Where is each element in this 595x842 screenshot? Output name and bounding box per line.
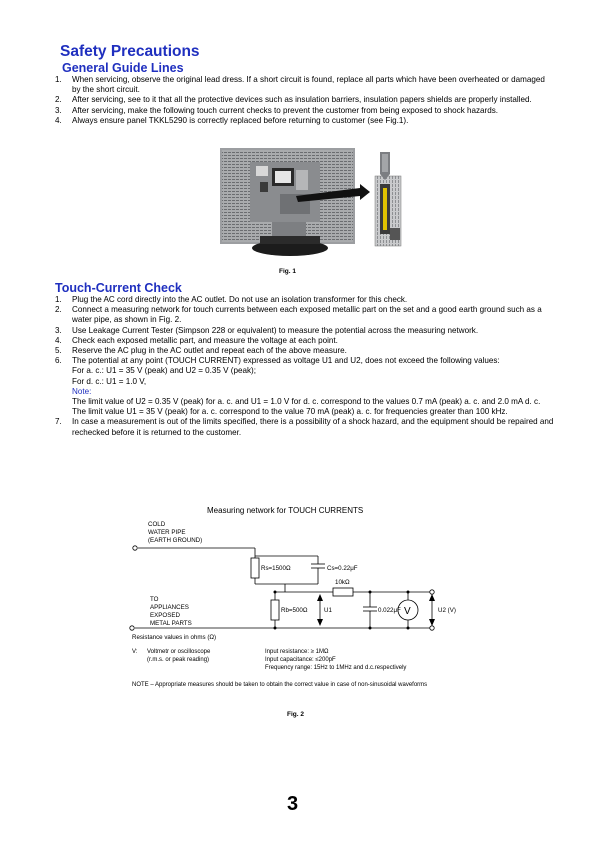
voltmeter-label: V — [404, 606, 411, 617]
touch-current-circuit-diagram — [0, 500, 595, 720]
svg-text:Input resistance: ≥ 1MΩ: Input resistance: ≥ 1MΩ — [265, 649, 329, 655]
rs-label: Rs=1500Ω — [261, 565, 291, 572]
svg-text:(EARTH GROUND): (EARTH GROUND) — [148, 537, 203, 544]
fig1-caption: Fig. 1 — [279, 268, 296, 275]
u2-label: U2 (V) — [438, 607, 456, 614]
general-guidelines-list — [55, 75, 555, 126]
tv-back-photo — [220, 148, 416, 260]
list-item: 1. Plug the AC cord directly into the AC outlet. Do not use an isolation transformer for this check. — [55, 295, 408, 304]
resistance-note: Resistance values in ohms (Ω) — [132, 634, 217, 641]
touch-current-heading: Touch-Current Check — [55, 281, 182, 295]
list-item: 1. When servicing, observe the original lead dress. If a short circuit is found, replace all parts which have been overheated or damaged by the short circuit. — [55, 75, 545, 95]
svg-text:APPLIANCES: APPLIANCES — [150, 604, 189, 611]
fig2-title: Measuring network for TOUCH CURRENTS — [207, 506, 364, 515]
note-label: Note: — [72, 386, 92, 396]
svg-text:WATER PIPE: WATER PIPE — [148, 529, 186, 536]
list-item: 3. After servicing, make the following touch current checks to prevent the customer from being exposed to shock hazards. — [55, 105, 499, 115]
list-item: 2. After servicing, see to it that all the protective devices such as insulation barriers, insulation papers shields are properly installed. — [55, 95, 532, 105]
svg-text:EXPOSED: EXPOSED — [150, 612, 180, 619]
rb-label: Rb=500Ω — [281, 607, 308, 614]
svg-text:TO: TO — [150, 596, 159, 603]
svg-text:(r.m.s. or peak reading): (r.m.s. or peak reading) — [147, 657, 210, 663]
svg-text:Voltmetr or oscilloscope: Voltmetr or oscilloscope — [147, 649, 211, 655]
svg-text:METAL PARTS: METAL PARTS — [150, 620, 192, 627]
c2-label: 0.022μF — [378, 607, 401, 614]
list-item: 3. Use Leakage Current Tester (Simpson 228 or equivalent) to measure the potential across the measuring network. — [55, 325, 479, 335]
svg-text:Input capacitance: ≤200pF: Input capacitance: ≤200pF — [265, 657, 336, 663]
touch-current-list — [55, 295, 555, 438]
svg-text:COLD: COLD — [148, 521, 166, 528]
fig2-caption: Fig. 2 — [287, 711, 304, 718]
svg-text:V:: V: — [132, 649, 138, 655]
page-number: 3 — [287, 793, 299, 815]
list-item: 4. Check each exposed metallic part, and measure the voltage at each point. — [55, 335, 338, 345]
page-title: Safety Precautions — [60, 43, 200, 60]
cs-label: Cs=0.22μF — [327, 565, 358, 572]
fig2-note: NOTE – Appropriate measures should be taken to obtain the correct value in case of non-sinusoidal waveforms — [132, 682, 428, 688]
u1-label: U1 — [324, 607, 332, 614]
list-item: 2. Connect a measuring network for touch currents between each exposed metallic part on the set and a good earth ground such as a water pipe, as shown in Fig. 2. — [55, 305, 542, 325]
list-item: 7. In case a measurement is out of the limits specified, there is a possibility of a shock hazard, and the equipment should be repaired and rechecked before it is returned to the customer. — [55, 417, 554, 437]
svg-text:Frequency range: 15Hz to 1MHz: Frequency range: 15Hz to 1MHz and d.c.respectively — [265, 665, 407, 671]
list-item: 5. Reserve the AC plug in the AC outlet and repeat each of the above measure. — [55, 346, 347, 356]
general-guidelines-heading: General Guide Lines — [62, 61, 184, 75]
list-item: 4. Always ensure panel TKKL5290 is correctly replaced before returning to customer (see Fig.1). — [55, 115, 409, 125]
r10k-label: 10kΩ — [335, 579, 350, 586]
list-item: 6. The potential at any point (TOUCH CURRENT) expressed as voltage U1 and U2, does not exceed the following values: For a. c.: U1 = 35 V (peak) and U2 = 0.35 V (peak); For d. c.: U1 = 1.0 V, Note: The limit value of U2 = 0.35 V (peak) for a. c. and U1 = 1.0 V for d. c. correspond to the values 0.7 mA (peak) a. c. and 2.0 mA d. c. The limit value U1 = 35 V (peak) for a. c. correspond to the value 70 mA (peak) a. c. for frequencies greater than 100 kHz. — [55, 356, 555, 417]
